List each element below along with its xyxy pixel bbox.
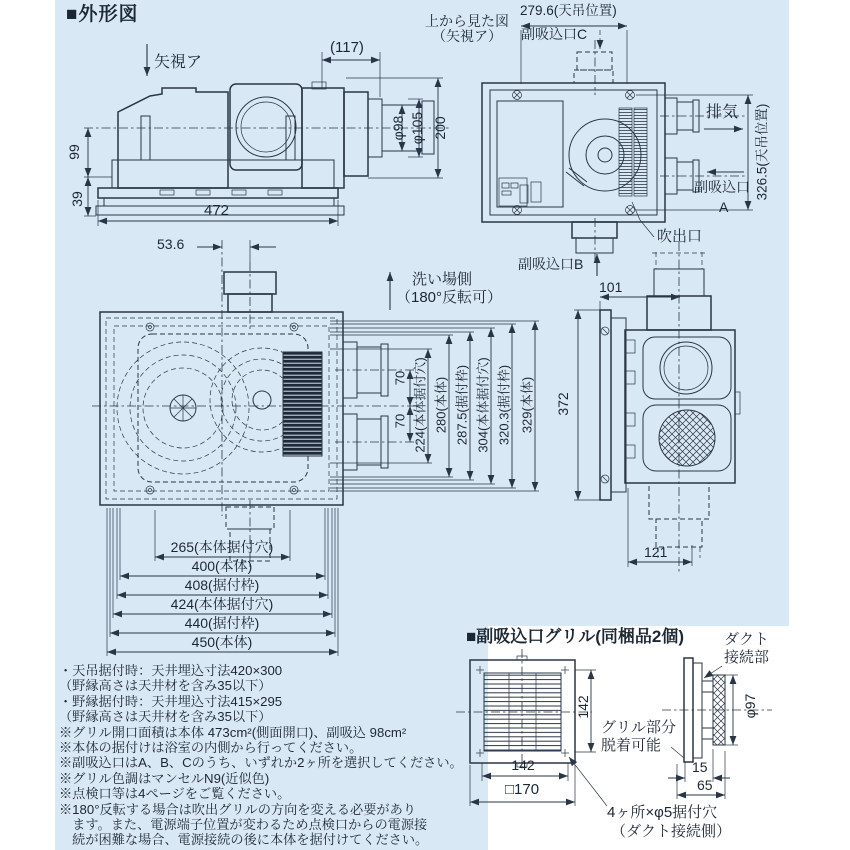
note-line: ※点検口等は4ページをご覧ください。 [59, 786, 291, 802]
port-c-label: 副吸込口C [521, 26, 588, 42]
dim-depth-inner: 15 [692, 759, 708, 775]
note-line: ※副吸込口はA、B、Cのうち、いずれか2ヶ所を選択してください。 [59, 755, 463, 771]
detach-label-line1: グリル部分 [601, 719, 677, 736]
duct-connection-label-line2: 接続部 [724, 649, 770, 666]
port-a-label: 副吸込口 [694, 179, 750, 195]
dim-duct-offset: 53.6 [157, 236, 185, 252]
wash-side-label-line2: （180°反転可） [396, 289, 503, 306]
note-line: （野縁高さは天井材を含み35以下） [59, 709, 272, 725]
note-line: ・天吊据付時：天井埋込寸法420×300 [59, 663, 283, 678]
dim-flange-height: 39 [69, 191, 85, 207]
grille-section-title: ■副吸込口グリル(同梱品2個) [466, 627, 685, 646]
note-line: （野縁高さは天井材を含み35以下） [59, 678, 272, 694]
note-line: ・野縁据付時：天井埋込寸法415×295 [59, 693, 283, 709]
dim-depth-280: 280(本体) [433, 376, 449, 434]
dim-louver-height: 142 [575, 695, 591, 719]
note-line: ※グリル色調はマンセルN9(近似色) [59, 770, 270, 786]
dim-total-height: 200 [432, 116, 448, 140]
top-view-title-line1: 上から見た図 [425, 13, 509, 29]
note-line: ※180°反転する場合は吹出グリルの方向を変える必要があり [59, 801, 416, 817]
dim-depth-304: 304(本体据付穴) [475, 357, 491, 453]
duct-connection-label-line1: ダクト [724, 631, 770, 648]
dim-depth-329: 329(本体) [519, 376, 535, 434]
top-view-title [425, 14, 509, 45]
view-arrow-label: 矢視ア [154, 54, 203, 71]
dim-body-height: 99 [66, 144, 82, 160]
dim-depth-total: 65 [697, 777, 713, 793]
dim-duct-outer: φ105 [409, 111, 425, 145]
dim-duct-section: (117) [330, 39, 364, 56]
outlet-label: 吹出口 [657, 228, 703, 245]
dim-depth-224: 224(本体据付穴) [412, 357, 428, 453]
note-line: ※本体の据付けは浴室の内側から行ってください。 [59, 740, 363, 756]
dim-side-height: 372 [555, 392, 571, 416]
dim-duct-dia: φ97 [742, 693, 758, 719]
top-view-title-line2: （矢視ア） [432, 28, 502, 45]
dim-width-400: 400(本体) [191, 558, 253, 574]
dim-outer-square: □170 [504, 781, 540, 798]
note-line: 続が困難な場合、電源接続の後に本体を据付けてください。 [59, 832, 429, 848]
dim-louver-width: 142 [511, 757, 535, 773]
port-a-letter: A [719, 199, 729, 215]
dim-width-265: 265(本体据付穴) [170, 539, 274, 555]
dim-duct-pitch-lower: 70 [392, 413, 408, 429]
mount-holes-label-line1: 4ヶ所×φ5据付穴 [607, 804, 718, 821]
installation-notes [59, 663, 463, 848]
dim-width-440: 440(据付枠) [184, 615, 260, 631]
top-view-drawing [482, 26, 753, 276]
dim-total-width: 472 [204, 202, 230, 219]
dim-width-450: 450(本体) [191, 634, 253, 650]
page-title: ■外形図 [66, 4, 139, 25]
detach-label-line2: 脱着可能 [601, 737, 662, 754]
wash-side-label-line1: 洗い場側 [412, 271, 473, 288]
dim-hanging-depth: 326.5(天吊位置) [754, 103, 770, 201]
dim-top-offset: 101 [599, 279, 623, 295]
note-line: ます。また、電源端子位置が変わるため点検口からの電源接 [59, 817, 428, 833]
dim-duct-pitch-upper: 70 [392, 370, 408, 386]
dim-hanging-width: 279.6(天吊位置) [520, 3, 617, 18]
dim-duct-inner: φ98 [390, 115, 406, 141]
dim-width-424: 424(本体据付穴) [170, 596, 274, 612]
dim-width-408: 408(据付枠) [184, 577, 260, 593]
port-b-label: 副吸込口B [518, 256, 584, 272]
note-line: ※グリル開口面積は本体 473cm²(側面開口)、副吸込 98cm² [59, 724, 407, 740]
dim-depth-320: 320.3(据付枠) [496, 364, 512, 446]
dim-bottom-offset: 121 [644, 544, 668, 560]
exhaust-label: 排気 [706, 104, 739, 121]
mount-holes-label-line2: （ダクト接続側） [611, 823, 732, 840]
dim-depth-287: 287.5(据付枠) [454, 364, 470, 446]
